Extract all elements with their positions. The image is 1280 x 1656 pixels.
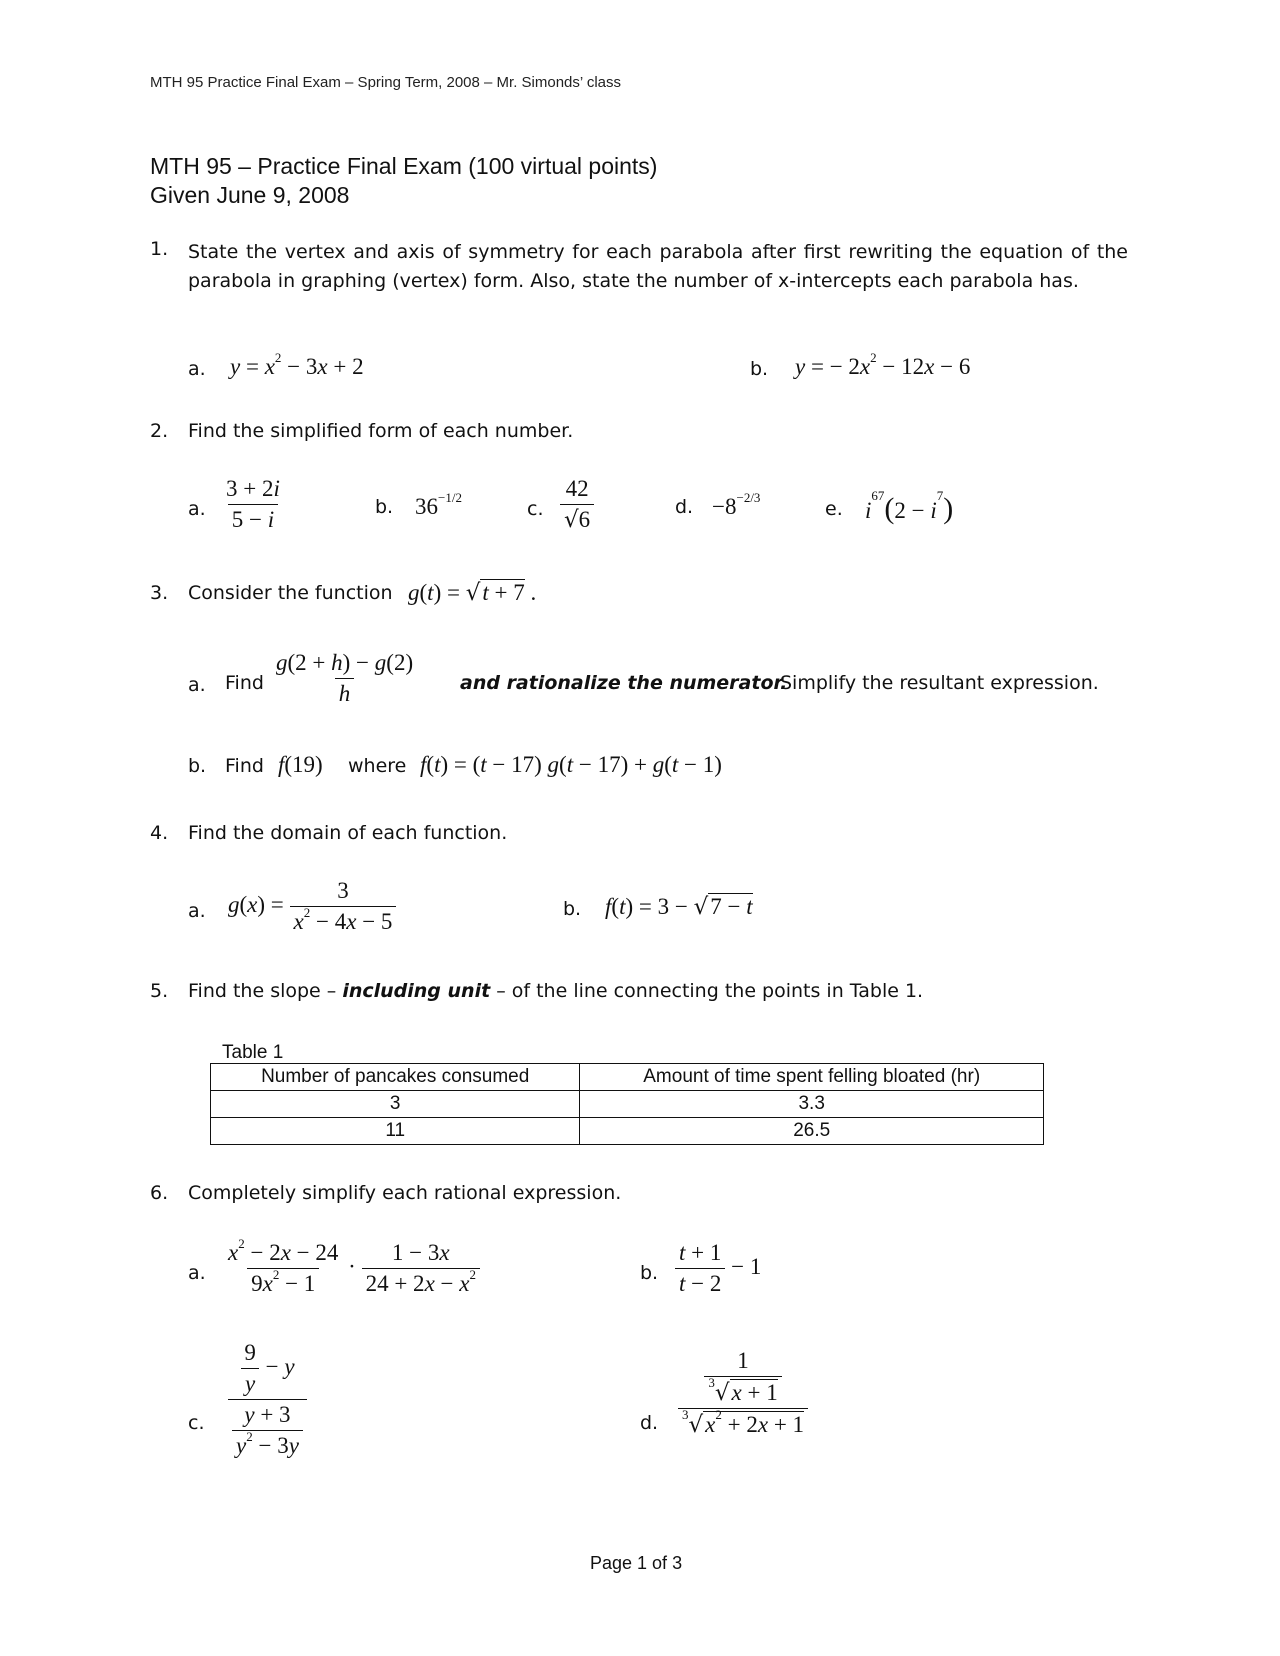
part-label: b.	[563, 898, 582, 920]
table-cell: 11	[211, 1118, 580, 1145]
math-expression: f(t) = (t − 17) g(t − 17) + g(t − 1)	[420, 752, 722, 777]
math-expression: g(x) = $\frac{3}{x^2 - 4x - 5}$	[228, 878, 396, 935]
page-footer: Page 1 of 3	[590, 1553, 683, 1573]
instruction-text: Simplify the resultant expression.	[780, 672, 1099, 694]
math-expression: $36^{-1/2}$	[415, 490, 462, 519]
math-expression: $\frac{3 + 2i}{5 - i}$	[226, 476, 280, 532]
math-expression: $-8^{-2/3}$	[712, 490, 761, 519]
emphasis-text: and rationalize the numerator.	[460, 672, 788, 694]
data-table	[210, 1063, 1044, 1145]
table-caption: Table 1	[222, 1042, 284, 1063]
part-label: d.	[640, 1412, 659, 1434]
math-expression: $\frac{\frac{1}{^3√x + 1}}{^3√x^2 + 2x + 1}$	[678, 1348, 808, 1438]
question-number: 5.	[150, 980, 169, 1002]
part-label: a.	[188, 498, 206, 520]
table-header-cell: Amount of time spent felling bloated (hr)	[580, 1064, 1044, 1091]
question-number: 6.	[150, 1182, 169, 1204]
math-expression: g(t) = √t + 7 .	[408, 580, 537, 606]
math-expression: $i^{67}(2 - i^7)$	[865, 488, 954, 525]
question-number: 4.	[150, 822, 169, 844]
table-cell: 26.5	[580, 1118, 1044, 1145]
table-cell: 3	[211, 1091, 580, 1118]
question-number: 3.	[150, 582, 169, 604]
table-header-cell: Number of pancakes consumed	[211, 1064, 580, 1091]
text-after: – of the line connecting the points in Table 1.	[496, 980, 924, 1002]
math-expression: $\frac{42}{√6}$	[560, 476, 594, 533]
math-expression: $\frac{t + 1}{t - 2}$ − 1	[675, 1240, 761, 1297]
part-label: a.	[188, 674, 206, 696]
table-row	[211, 1091, 1044, 1118]
part-label: d.	[675, 496, 694, 518]
part-label: a.	[188, 900, 206, 922]
text-emphasis: including unit	[342, 980, 491, 1002]
table-header-row	[211, 1064, 1044, 1091]
question-text: Consider the function	[188, 582, 393, 604]
part-label: b.	[375, 496, 394, 518]
part-label: a.	[188, 358, 206, 380]
part-label: a.	[188, 1262, 206, 1284]
find-word: Find	[225, 672, 264, 694]
part-label: b.	[640, 1262, 659, 1284]
math-expression: y = − $2x^2 - 12x - 6$	[795, 350, 971, 379]
part-label: e.	[825, 498, 843, 520]
running-header: MTH 95 Practice Final Exam – Spring Term, 2008 – Mr. Simonds’ class	[150, 74, 622, 91]
part-label: c.	[188, 1412, 205, 1434]
math-expression: $\frac{9}{y}$ − y $\frac{y + 3}{y^2 - 3y}$	[228, 1340, 307, 1459]
question-text: Find the domain of each function.	[188, 822, 508, 844]
part-label: c.	[527, 498, 544, 520]
find-word: Find	[225, 755, 264, 777]
math-expression: f(t) = 3 − √7 − t	[605, 894, 753, 920]
math-expression: $\frac{x^2 - 2x - 24}{9x^2 - 1}$ · $\frac{1 - 3x}{24 + 2x - x^2}$	[224, 1240, 480, 1297]
question-number: 2.	[150, 420, 169, 442]
math-expression: $\frac{g(2 + h) - g(2)}{h}$	[276, 650, 414, 706]
part-label: b.	[188, 755, 207, 777]
title-line-1: MTH 95 – Practice Final Exam (100 virtual points)	[150, 153, 658, 179]
question-text: State the vertex and axis of symmetry for each parabola after first rewriting the equation of the parabola in graphing (vertex) form. Also, state the number of x-intercepts each parabola has.	[188, 241, 1128, 292]
math-expression: $y = x^2 - 3x + 2$	[230, 350, 364, 379]
text-before: Find the slope –	[188, 980, 337, 1002]
table-row	[211, 1118, 1044, 1145]
question-number: 1.	[150, 238, 169, 260]
question-text: Completely simplify each rational expression.	[188, 1182, 622, 1204]
question-text: Find the simplified form of each number.	[188, 420, 574, 442]
table-cell: 3.3	[580, 1091, 1044, 1118]
where-word: where	[348, 755, 407, 777]
part-label: b.	[750, 358, 769, 380]
exam-title	[150, 152, 657, 210]
question-text	[188, 980, 923, 1002]
title-line-2: Given June 9, 2008	[150, 182, 350, 208]
math-expression: f(19)	[278, 752, 323, 777]
